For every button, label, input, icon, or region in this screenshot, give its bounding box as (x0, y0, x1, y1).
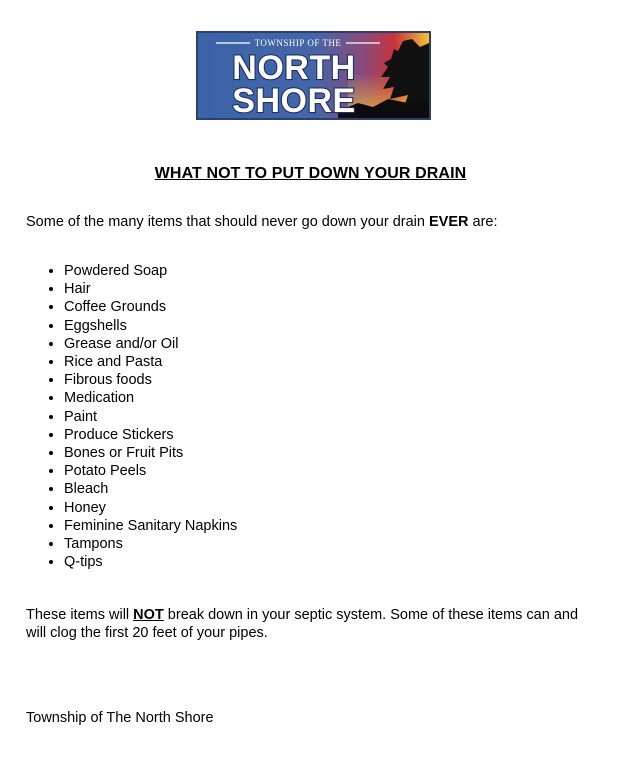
township-logo-art (198, 33, 429, 118)
signature: Township of The North Shore (26, 710, 214, 726)
note-text-after: break down in your septic system. Some of these items can and will clog the first 20 feet of your pipes. (26, 607, 579, 641)
intro-text-before: Some of the many items that should never go down your drain (26, 214, 429, 230)
logo-line-shore: SHORE (232, 82, 356, 118)
list-item: • Potato Peels (64, 462, 237, 480)
list-item: • Paint (64, 408, 237, 426)
logo-top-text: TOWNSHIP OF THE (254, 38, 342, 48)
intro-emphasis: EVER (429, 214, 469, 230)
list-item: • Fibrous foods (64, 371, 237, 389)
township-logo (196, 31, 431, 120)
note-emphasis: NOT (133, 607, 164, 623)
list-item: • Rice and Pasta (64, 353, 237, 371)
list-item: • Bleach (64, 480, 237, 498)
intro-text-after: are: (468, 214, 498, 230)
list-item: • Grease and/or Oil (64, 335, 237, 353)
list-item: • Bones or Fruit Pits (64, 444, 237, 462)
note-text-before: These items will (26, 607, 134, 623)
list-item: • Powdered Soap (64, 262, 237, 280)
list-item: • Medication (64, 389, 237, 407)
list-item: • Hair (64, 280, 237, 298)
list-item: • Q-tips (64, 553, 237, 571)
list-item: • Honey (64, 499, 237, 517)
logo-line-north: NORTH (232, 49, 356, 87)
page-title: WHAT NOT TO PUT DOWN YOUR DRAIN (154, 165, 467, 182)
note-paragraph (26, 607, 601, 642)
list-item: • Produce Stickers (64, 426, 237, 444)
list-item: • Feminine Sanitary Napkins (64, 517, 237, 535)
list-item: • Coffee Grounds (64, 298, 237, 316)
items-list (26, 262, 237, 571)
list-item: • Tampons (64, 535, 237, 553)
intro-paragraph (26, 214, 498, 230)
list-item: • Eggshells (64, 317, 237, 335)
